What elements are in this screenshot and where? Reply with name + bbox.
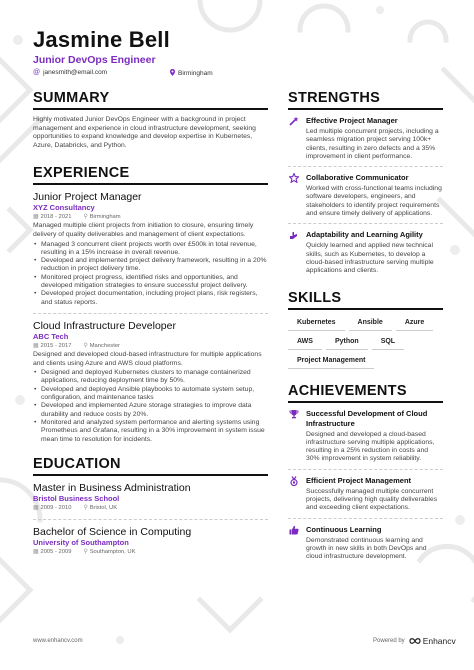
skills-list	[288, 316, 443, 373]
footer-site-link[interactable]: www.enhancv.com	[33, 638, 83, 644]
job-entry	[33, 320, 268, 444]
job-title: Junior Project Manager	[33, 191, 142, 204]
divider	[288, 166, 443, 167]
job-bullet: • Developed and implemented project delivery framework, resulting in a 20% reduction in project delivery time.	[33, 257, 268, 274]
skill-tag: Kubernetes	[288, 316, 345, 331]
job-bullet: • Managed 3 concurrent client projects worth over £500k in total revenue, resulting in a 15% increase in overall revenue.	[33, 241, 268, 258]
education-entry	[33, 526, 268, 557]
skill-tag: AWS	[288, 335, 322, 350]
job-bullets	[33, 241, 268, 307]
education-location: Southampton, UK	[89, 548, 136, 555]
strength-description: Quickly learned and applied new technical skills, such as Kubernetes, to develop a cloud-based infrastructure serving multiple applications and clients.	[306, 242, 434, 275]
achievement-description: Successfully managed multiple concurrent projects, delivering high quality deliverables and exceeding client expectations.	[306, 487, 438, 512]
strengths-heading: STRENGTHS	[288, 90, 443, 110]
achievement-title: Efficient Project Management	[306, 475, 412, 485]
job-meta	[33, 342, 268, 351]
enhancv-logo-icon	[409, 637, 421, 645]
job-company: ABC Tech	[33, 331, 69, 341]
job-dates: 2015 - 2017	[40, 342, 72, 349]
enhancv-brand-text: Enhancv	[422, 636, 456, 646]
job-description: Managed multiple client projects from initiation to closure, ensuring timely delivery of quality deliverables and management of client expectations.	[33, 222, 254, 238]
calendar-icon: ▦	[33, 548, 39, 555]
education-location: Bristol, UK	[89, 504, 118, 511]
email-contact[interactable]	[33, 69, 107, 76]
strength-title: Effective Project Manager	[306, 116, 398, 125]
skill-tag: SQL	[372, 335, 404, 350]
enhancv-logo	[409, 636, 456, 646]
education-entry	[33, 482, 268, 513]
summary-heading: SUMMARY	[33, 90, 268, 110]
medal-icon	[288, 476, 300, 513]
job-description: Designed and developed cloud-based infrastructure for multiple applications and clients using Azure and AWS cloud platforms.	[33, 350, 262, 367]
achievement-item	[288, 525, 443, 562]
at-icon: @	[33, 69, 41, 76]
location-contact	[170, 69, 213, 78]
education-dates: 2009 - 2010	[40, 504, 72, 511]
divider	[288, 518, 443, 519]
skills-heading: SKILLS	[288, 290, 443, 310]
job-entry	[33, 191, 268, 307]
left-column	[33, 90, 268, 563]
job-title: Cloud Infrastructure Developer	[33, 319, 176, 332]
location-pin-icon: ⚲	[83, 342, 88, 349]
achievement-description: Demonstrated continuous learning and growth in new skills in both DevOps and cloud infrastructure development.	[306, 536, 427, 561]
experience-heading: EXPERIENCE	[33, 165, 268, 185]
education-heading: EDUCATION	[33, 456, 268, 476]
calendar-icon: ▦	[33, 342, 39, 349]
location-text: Birmingham	[178, 70, 213, 77]
achievement-item	[288, 409, 443, 464]
strength-description: Worked with cross-functional teams including software developers, engineers, and stakeholders to identify project requirements and ensure timely delivery of applications.	[306, 185, 442, 218]
job-bullets	[33, 369, 268, 444]
candidate-role: Junior DevOps Engineer	[33, 54, 156, 66]
job-bullet: • Designed and deployed Kubernetes clusters to manage containerized applications, reducing deployment time by 50%.	[33, 369, 268, 386]
job-meta	[33, 213, 268, 222]
thumbs-up-icon	[288, 525, 300, 562]
powered-by-text: Powered by	[373, 638, 405, 644]
strength-title: Adaptability and Learning Agility	[306, 230, 423, 240]
divider	[33, 519, 268, 520]
job-location: Birmingham	[89, 214, 121, 221]
strength-description: Led multiple concurrent projects, including a seamless migration project serving 100k+ clients, resulting in zero defects and a 35% improvement in client performance.	[306, 128, 439, 160]
school-name: University of Southampton	[33, 537, 129, 547]
job-location: Manchester	[89, 342, 120, 349]
email-text: janesmith@email.com	[43, 69, 108, 76]
degree-title: Bachelor of Science in Computing	[33, 525, 192, 538]
hand-icon	[288, 230, 300, 275]
job-bullet: • Developed and implemented Azure storage strategies to improve data durability and reduce costs by 20%.	[33, 402, 268, 419]
right-column	[288, 90, 443, 565]
summary-text: Highly motivated Junior DevOps Engineer with a background in project management and experience in cloud infrastructure development, seeking opportunities to expand knowledge and develop expertise in Kubernetes, Azure, Databricks, and Python.	[33, 116, 256, 149]
trophy-icon	[288, 409, 300, 464]
education-meta	[33, 504, 268, 513]
strength-item	[288, 116, 443, 161]
education-dates: 2005 - 2009	[40, 548, 72, 555]
job-company: XYZ Consultancy	[33, 203, 95, 213]
calendar-icon: ▦	[33, 214, 39, 221]
job-bullet: • Monitored project progress, identified risks and opportunities, and developed mitigation strategies to ensure successful project delivery.	[33, 274, 268, 291]
degree-title: Master in Business Administration	[33, 481, 191, 494]
job-dates: 2018 - 2021	[40, 214, 72, 221]
location-pin-icon: ⚲	[83, 504, 88, 511]
candidate-name: Jasmine Bell	[33, 27, 170, 52]
education-meta	[33, 548, 268, 557]
skill-tag: Python	[326, 335, 368, 350]
location-pin-icon	[170, 69, 175, 78]
strength-title: Collaborative Communicator	[306, 173, 409, 183]
divider	[288, 469, 443, 470]
skill-tag: Project Management	[288, 354, 374, 369]
achievement-item	[288, 476, 443, 513]
strength-item	[288, 230, 443, 275]
job-bullet: • Monitored and analyzed system performance and alerting systems using Prometheus and Grafana, resulting in a 30% improvement in system issue mean time to resolution for incidents.	[33, 419, 268, 444]
footer-branding[interactable]	[373, 636, 456, 646]
star-icon	[288, 173, 300, 218]
achievement-title: Successful Development of Cloud Infrastructure	[306, 408, 428, 428]
achievement-title: Continuous Learning	[306, 524, 382, 534]
skill-tag: Azure	[396, 316, 433, 331]
divider	[288, 223, 443, 224]
divider	[33, 313, 268, 314]
magic-wand-icon	[288, 116, 300, 161]
location-pin-icon: ⚲	[83, 214, 88, 221]
achievement-description: Designed and developed a cloud-based infrastructure serving multiple applications, resulting in a 25% reduction in costs and 30% improvement in system reliability.	[306, 430, 435, 463]
strength-item	[288, 173, 443, 218]
location-pin-icon: ⚲	[83, 548, 88, 555]
job-bullet: • Developed project documentation, including project plans, risk registers, and status reports.	[33, 290, 268, 307]
achievements-heading: ACHIEVEMENTS	[288, 383, 443, 403]
skill-tag: Ansible	[349, 316, 392, 331]
job-bullet: • Developed and deployed Ansible playbooks to automate system setup, configuration, and maintenance tasks	[33, 386, 268, 403]
school-name: Bristol Business School	[33, 493, 120, 503]
calendar-icon: ▦	[33, 504, 39, 511]
